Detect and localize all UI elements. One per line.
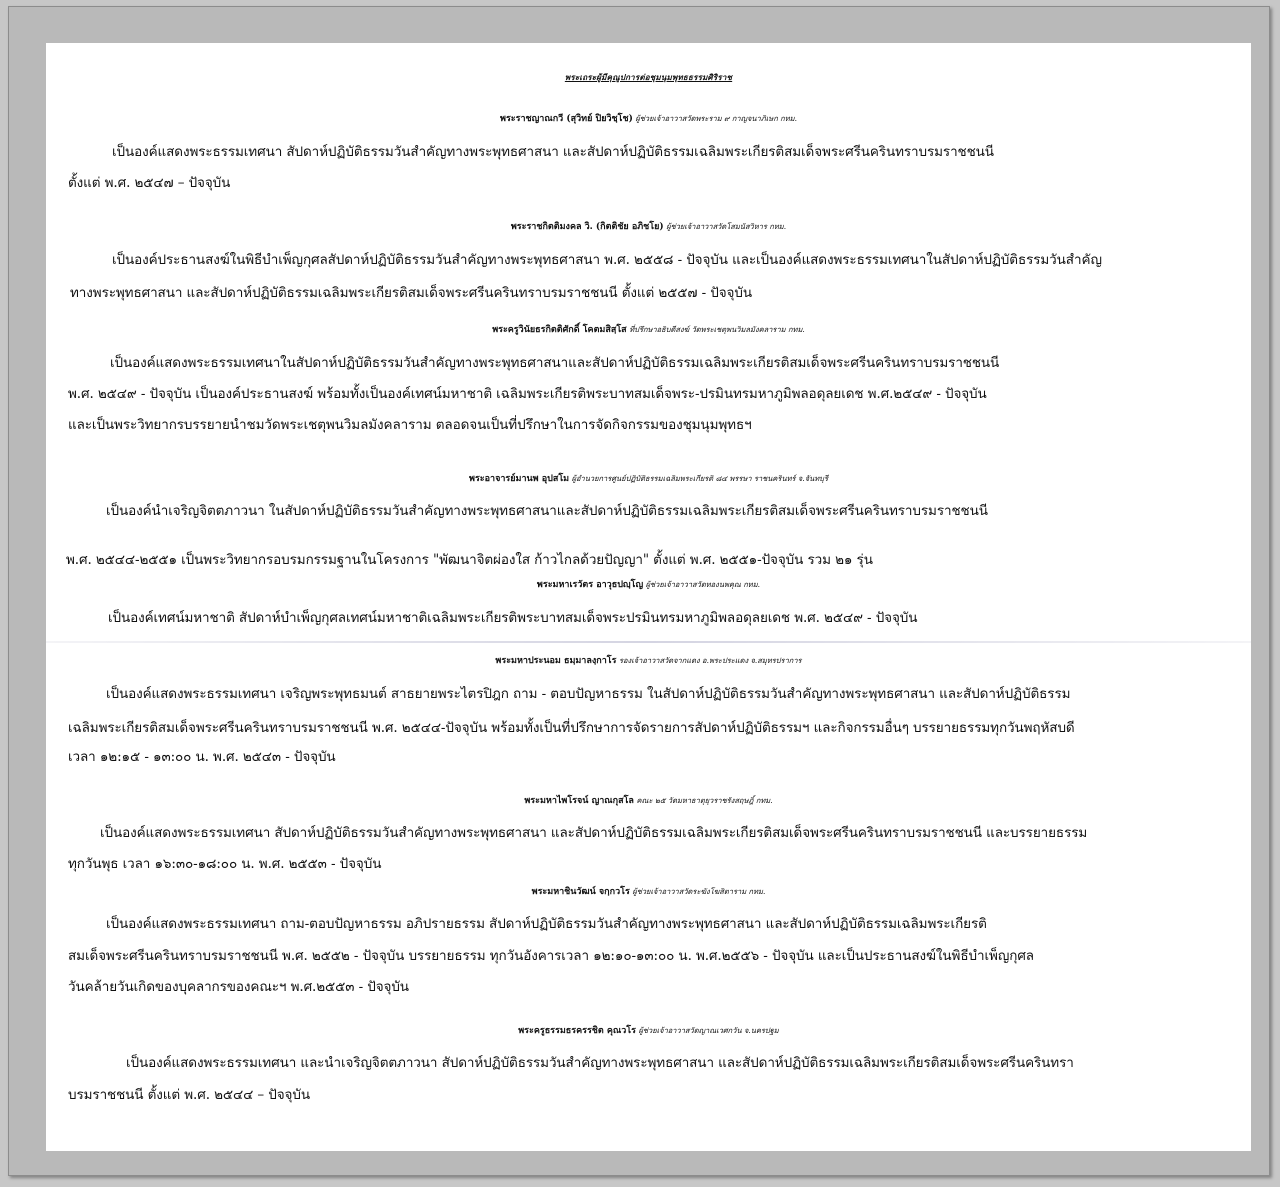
monk-role: ผู้ช่วยเจ้าอาวาสวัดญาณเวศกวัน จ.นครปฐม — [638, 1026, 779, 1035]
entry-heading — [46, 793, 1251, 807]
monk-role: รองเจ้าอาวาสวัดจากแดง อ.พระประแดง จ.สมุทรปราการ — [619, 656, 802, 665]
entry-text-line: ทุกวันพุธ เวลา ๑๖:๓๐-๑๘:๐๐ น. พ.ศ. ๒๕๕๓ - ปัจจุบัน — [68, 856, 382, 872]
scan-fold-line — [46, 641, 1251, 643]
monk-name: พระครูวินัยธรกิตติศักดิ์ โคตมสิสฺโส — [492, 325, 627, 335]
entry-heading — [46, 1023, 1251, 1037]
entry-text-line: เป็นองค์ประธานสงฆ์ในพิธีบำเพ็ญกุศลสัปดาห์ปฏิบัติธรรมวันสำคัญทางพระพุทธศาสนา พ.ศ. ๒๕๕๘ - ปัจจุบัน และเป็นองค์แสดงพระธรรมเทศนาในสัปดาห์ปฏิบัติธรรมวันสำคัญ — [112, 252, 1102, 268]
monk-role: คณะ ๒๕ วัดมหาธาตุยุวราชรังสฤษฎิ์ กทม. — [636, 796, 773, 805]
monk-role: ผู้ช่วยเจ้าอาวาสวัดทองนพคุณ กทม. — [645, 580, 761, 589]
entry-text-line: พ.ศ. ๒๕๔๙ - ปัจจุบัน เป็นองค์ประธานสงฆ์ พร้อมทั้งเป็นองค์เทศน์มหาชาติ เฉลิมพระเกียรติพระบาทสมเด็จพระ-ปรมินทรมหาภูมิพลอดุลยเดช พ.ศ.๒๕๔๙ - ปัจจุบัน — [68, 386, 987, 402]
monk-name: พระมหาประนอม ธมฺมาลงฺกาโร — [495, 656, 617, 666]
entry-text-line: วันคล้ายวันเกิดของบุคลากรของคณะฯ พ.ศ.๒๕๕๓ - ปัจจุบัน — [68, 979, 409, 995]
entry-heading — [46, 219, 1251, 233]
entry-text-line: เป็นองค์นำเจริญจิตตภาวนา ในสัปดาห์ปฏิบัติธรรมวันสำคัญทางพระพุทธศาสนาและสัปดาห์ปฏิบัติธรรมเฉลิมพระเกียรติสมเด็จพระศรีนครินทราบรมราชชนนี — [106, 503, 988, 519]
monk-role: ผู้อำนวยการศูนย์ปฏิบัติธรรมเฉลิมพระเกียรติ ๘๔ พรรษา ราชนครินทร์ จ.จันทบุรี — [571, 474, 828, 483]
monk-name: พระราชญาณกวี (สุวิทย์ ปิยวิชฺโช) — [500, 114, 633, 124]
entry-heading — [46, 577, 1251, 591]
monk-name: พระมหาชินวัฒน์ จกฺกวโร — [531, 887, 630, 897]
entry-heading — [46, 884, 1251, 898]
monk-role: ผู้ช่วยเจ้าอาวาสวัดระฆังโฆสิตาราม กทม. — [632, 887, 766, 896]
entry-text-line: เป็นองค์แสดงพระธรรมเทศนา และนำเจริญจิตตภาวนา สัปดาห์ปฏิบัติธรรมวันสำคัญทางพระพุทธศาสนา และสัปดาห์ปฏิบัติธรรมเฉลิมพระเกียรติสมเด็จพระศรีนครินทรา — [126, 1055, 1074, 1071]
entry-text-line: เป็นองค์แสดงพระธรรมเทศนา ถาม-ตอบปัญหาธรรม อภิปรายธรรม สัปดาห์ปฏิบัติธรรมวันสำคัญทางพระพุทธศาสนา และสัปดาห์ปฏิบัติธรรมเฉลิมพระเกียรติ — [106, 916, 987, 932]
entry-heading — [46, 111, 1251, 125]
entry-text-line: เป็นองค์เทศน์มหาชาติ สัปดาห์บำเพ็ญกุศลเทศน์มหาชาติเฉลิมพระเกียรติพระบาทสมเด็จพระปรมินทรมหาภูมิพลอดุลยเดช พ.ศ. ๒๕๔๙ - ปัจจุบัน — [108, 610, 918, 626]
monk-name: พระมหาไพโรจน์ ญาณกุสโล — [524, 796, 634, 806]
document-title: พระเถระผู้มีคุณูปการต่อชุมนุมพุทธธรรมศิริราช — [564, 72, 733, 82]
monk-role: ผู้ช่วยเจ้าอาวาสวัดพระราม ๙ กาญจนาภิเษก กทม. — [635, 114, 797, 123]
entry-text-line: เป็นองค์แสดงพระธรรมเทศนา สัปดาห์ปฏิบัติธรรมวันสำคัญทางพระพุทธศาสนา และสัปดาห์ปฏิบัติธรรมเฉลิมพระเกียรติสมเด็จพระศรีนครินทราบรมราชชนนี — [112, 144, 994, 160]
monk-name: พระราชกิตติมงคล วิ. (กิตติชัย อภิชโย) — [510, 222, 664, 232]
monk-role: ผู้ช่วยเจ้าอาวาสวัดโสมนัสวิหาร กทม. — [666, 222, 787, 231]
entry-text-line: ทางพระพุทธศาสนา และสัปดาห์ปฏิบัติธรรมเฉลิมพระเกียรติสมเด็จพระศรีนครินทราบรมราชชนนี ตั้งแต่ ๒๕๕๗ - ปัจจุบัน — [70, 285, 752, 301]
entry-text-line: พ.ศ. ๒๕๔๔-๒๕๕๑ เป็นพระวิทยากรอบรมกรรมฐานในโครงการ "พัฒนาจิตผ่องใส ก้าวไกลด้วยปัญญา" ตั้งแต่ พ.ศ. ๒๕๕๑-ปัจจุบัน รวม ๒๑ รุ่น — [66, 552, 873, 568]
entry-text-line: เป็นองค์แสดงพระธรรมเทศนา สัปดาห์ปฏิบัติธรรมวันสำคัญทางพระพุทธศาสนา และสัปดาห์ปฏิบัติธรรมเฉลิมพระเกียรติสมเด็จพระศรีนครินทราบรมราชชนนี และบรรยายธรรม — [100, 825, 1088, 841]
entry-text-line: เป็นองค์แสดงพระธรรมเทศนา เจริญพระพุทธมนต์ สาธยายพระไตรปิฎก ถาม - ตอบปัญหาธรรม ในสัปดาห์ปฏิบัติธรรมวันสำคัญทางพระพุทธศาสนา และสัปดาห์ปฏิบัติธรรม — [106, 686, 1071, 702]
entry-text-line: บรมราชชนนี ตั้งแต่ พ.ศ. ๒๕๔๔ – ปัจจุบัน — [68, 1087, 310, 1103]
entry-text-line: สมเด็จพระศรีนครินทราบรมราชชนนี พ.ศ. ๒๕๕๒ - ปัจจุบัน บรรยายธรรม ทุกวันอังคารเวลา ๑๒:๑๐-๑๓:๐๐ น. พ.ศ.๒๕๕๖ - ปัจจุบัน และเป็นประธานสงฆ์ในพิธีบำเพ็ญกุศล — [68, 948, 1034, 964]
scanned-page — [46, 43, 1251, 1151]
entry-text-line: ตั้งแต่ พ.ศ. ๒๕๔๗ – ปัจจุบัน — [68, 175, 231, 191]
entry-text-line: เป็นองค์แสดงพระธรรมเทศนาในสัปดาห์ปฏิบัติธรรมวันสำคัญทางพระพุทธศาสนาและสัปดาห์ปฏิบัติธรรมเฉลิมพระเกียรติสมเด็จพระศรีนครินทราบรมราชชนนี — [110, 355, 1000, 371]
entry-heading — [46, 471, 1251, 485]
entry-heading — [46, 653, 1251, 667]
entry-text-line: เวลา ๑๒:๑๕ - ๑๓:๐๐ น. พ.ศ. ๒๕๔๓ - ปัจจุบัน — [68, 749, 336, 765]
outer-frame — [8, 6, 1270, 1176]
entry-text-line: เฉลิมพระเกียรติสมเด็จพระศรีนครินทราบรมราชชนนี พ.ศ. ๒๕๔๔-ปัจจุบัน พร้อมทั้งเป็นที่ปรึกษาการจัดรายการสัปดาห์ปฏิบัติธรรมฯ และกิจกรรมอื่นๆ บรรยายธรรมทุกวันพฤหัสบดี — [68, 720, 1075, 736]
entry-text-line: และเป็นพระวิทยากรบรรยายนำชมวัดพระเชตุพนวิมลมังคลาราม ตลอดจนเป็นที่ปรึกษาในการจัดกิจกรรมของชุมนุมพุทธฯ — [68, 417, 752, 433]
entry-heading — [46, 322, 1251, 336]
monk-role: ที่ปรึกษาอธิบดีสงฆ์ วัดพระเชตุพนวิมลมังคลาราม กทม. — [629, 325, 805, 334]
monk-name: พระมหาเรวัตร อาวุธปญฺโญ — [536, 580, 644, 590]
monk-name: พระครูธรรมธรครรชิต คุณวโร — [518, 1026, 636, 1036]
monk-name: พระอาจารย์มานพ อุปสโม — [469, 474, 570, 484]
